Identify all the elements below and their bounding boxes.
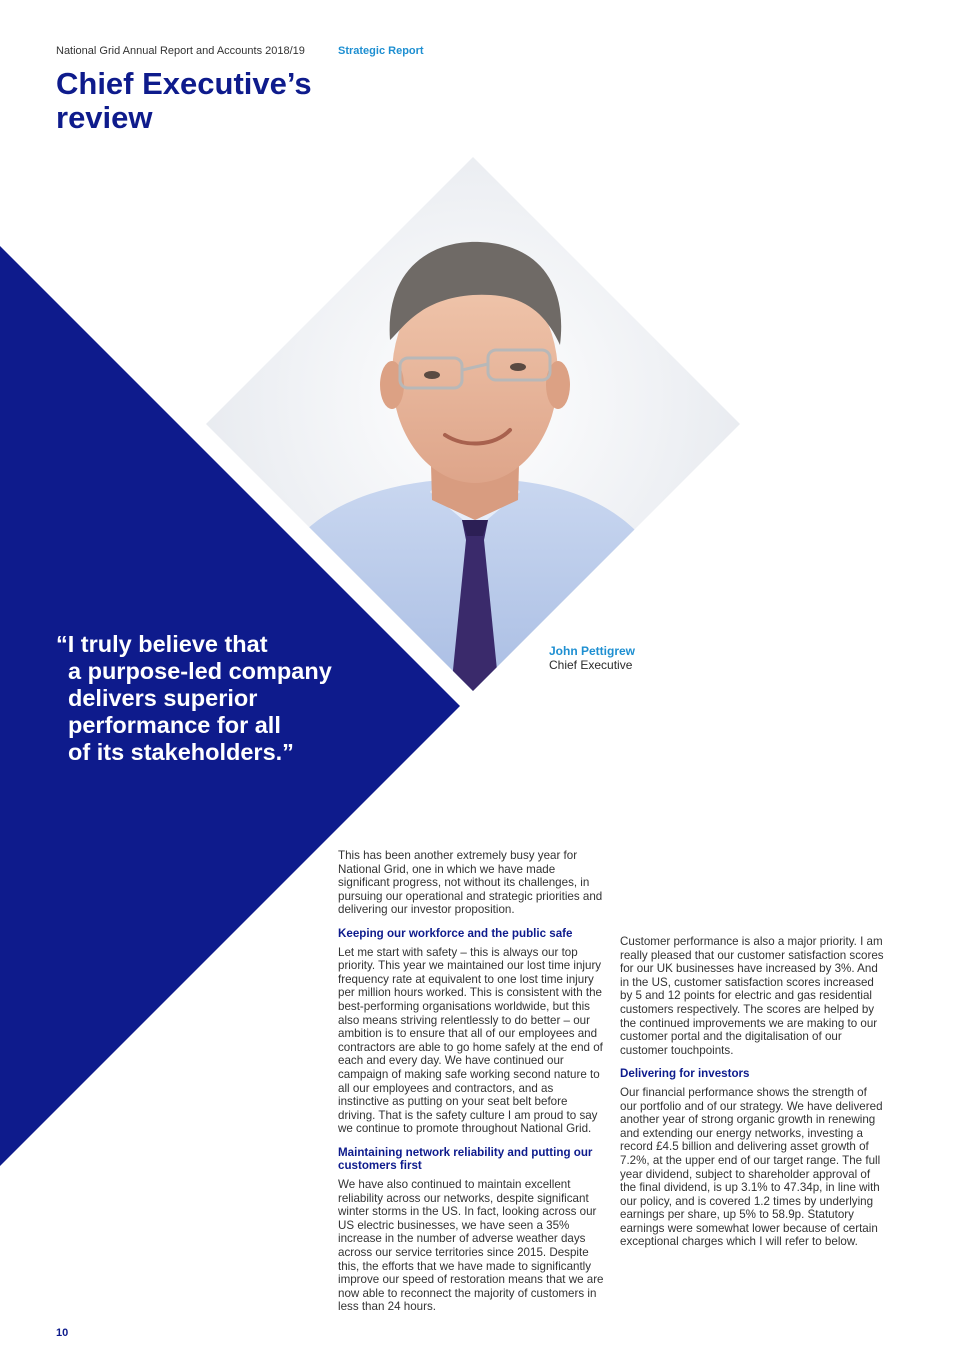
caption-role: Chief Executive: [549, 658, 633, 672]
intro-paragraph: This has been another extremely busy year for National Grid, one in which we have made significant progress, not without its challenges, in pursuing our operational and strategic priorities and delivering our investor proposition.: [338, 849, 603, 917]
body-column-left: [338, 849, 604, 1324]
report-title: National Grid Annual Report and Accounts 2018/19: [56, 45, 305, 57]
page-number: 10: [56, 1327, 69, 1339]
customer-paragraph: Customer performance is also a major priority. I am really pleased that our customer satisfaction scores for our UK businesses have increased by 3%. And in the US, customer satisfaction scores increased by 5 and 12 points for electric and gas residential customers respectively. The scores are helped by the continued improvements we are making to our customer portal and the digitalisation of our customer touchpoints.: [620, 935, 884, 1057]
network-paragraph: We have also continued to maintain excellent reliability across our networks, despite significant winter storms in the US. In fact, looking across our US electric businesses, we have seen a 35% increase in the number of adverse weather days across our service territories since 2015. Despite this, the efforts that we have made to significantly improve our speed of restoration means that we are now able to reconnect the majority of customers in less than 24 hours.: [338, 1178, 604, 1314]
caption-name: John Pettigrew: [549, 644, 636, 658]
quote-line-4: performance for all: [68, 712, 281, 738]
section-label: Strategic Report: [338, 45, 424, 57]
quote-line-1: “I truly believe that: [56, 631, 268, 657]
pull-quote: [56, 631, 416, 766]
quote-line-3: delivers superior: [68, 685, 258, 711]
safety-paragraph: Let me start with safety – this is always our top priority. This year we maintained our lost time injury frequency rate at equivalent to one lost time injury per million hours worked. This is consistent with the best-performing organisations worldwide, but this also means striving relentlessly to do better – our ambition is to ensure that all of our employees and contractors are able to go home safely at the end of each and every day. We have continued our campaign of making safe working second nature to all our employees and contractors, and as instinctive as putting on your seat belt before driving. That is the safety culture I am proud to say we continue to promote throughout National Grid.: [338, 945, 603, 1136]
investors-heading: Delivering for investors: [620, 1067, 750, 1081]
investors-paragraph: Our financial performance shows the strength of our portfolio and of our strategy. We have delivered another year of strong organic growth in renewing and extending our energy networks, investing a record £4.5 billion and delivering asset growth of 7.2%, at the upper end of our target range. The full year dividend, subject to shareholder approval of the final dividend, is up 3.1% to 47.34p, in line with our policy, and is covered 1.2 times by underlying earnings per share, up 5% to 58.9p. Statutory earnings were somewhat lower because of certain exceptional charges which I will refer to below.: [620, 1085, 883, 1249]
body-column-right: [620, 849, 886, 1259]
safety-heading: Keeping our workforce and the public safe: [338, 926, 573, 940]
quote-line-5: of its stakeholders.”: [68, 739, 294, 765]
page-title-line-1: Chief Executive’s: [56, 66, 312, 101]
network-heading: Maintaining network reliability and putting our customers first: [338, 1145, 593, 1173]
quote-line-2: a purpose-led company: [68, 658, 332, 684]
page-title-line-2: review: [56, 100, 153, 135]
